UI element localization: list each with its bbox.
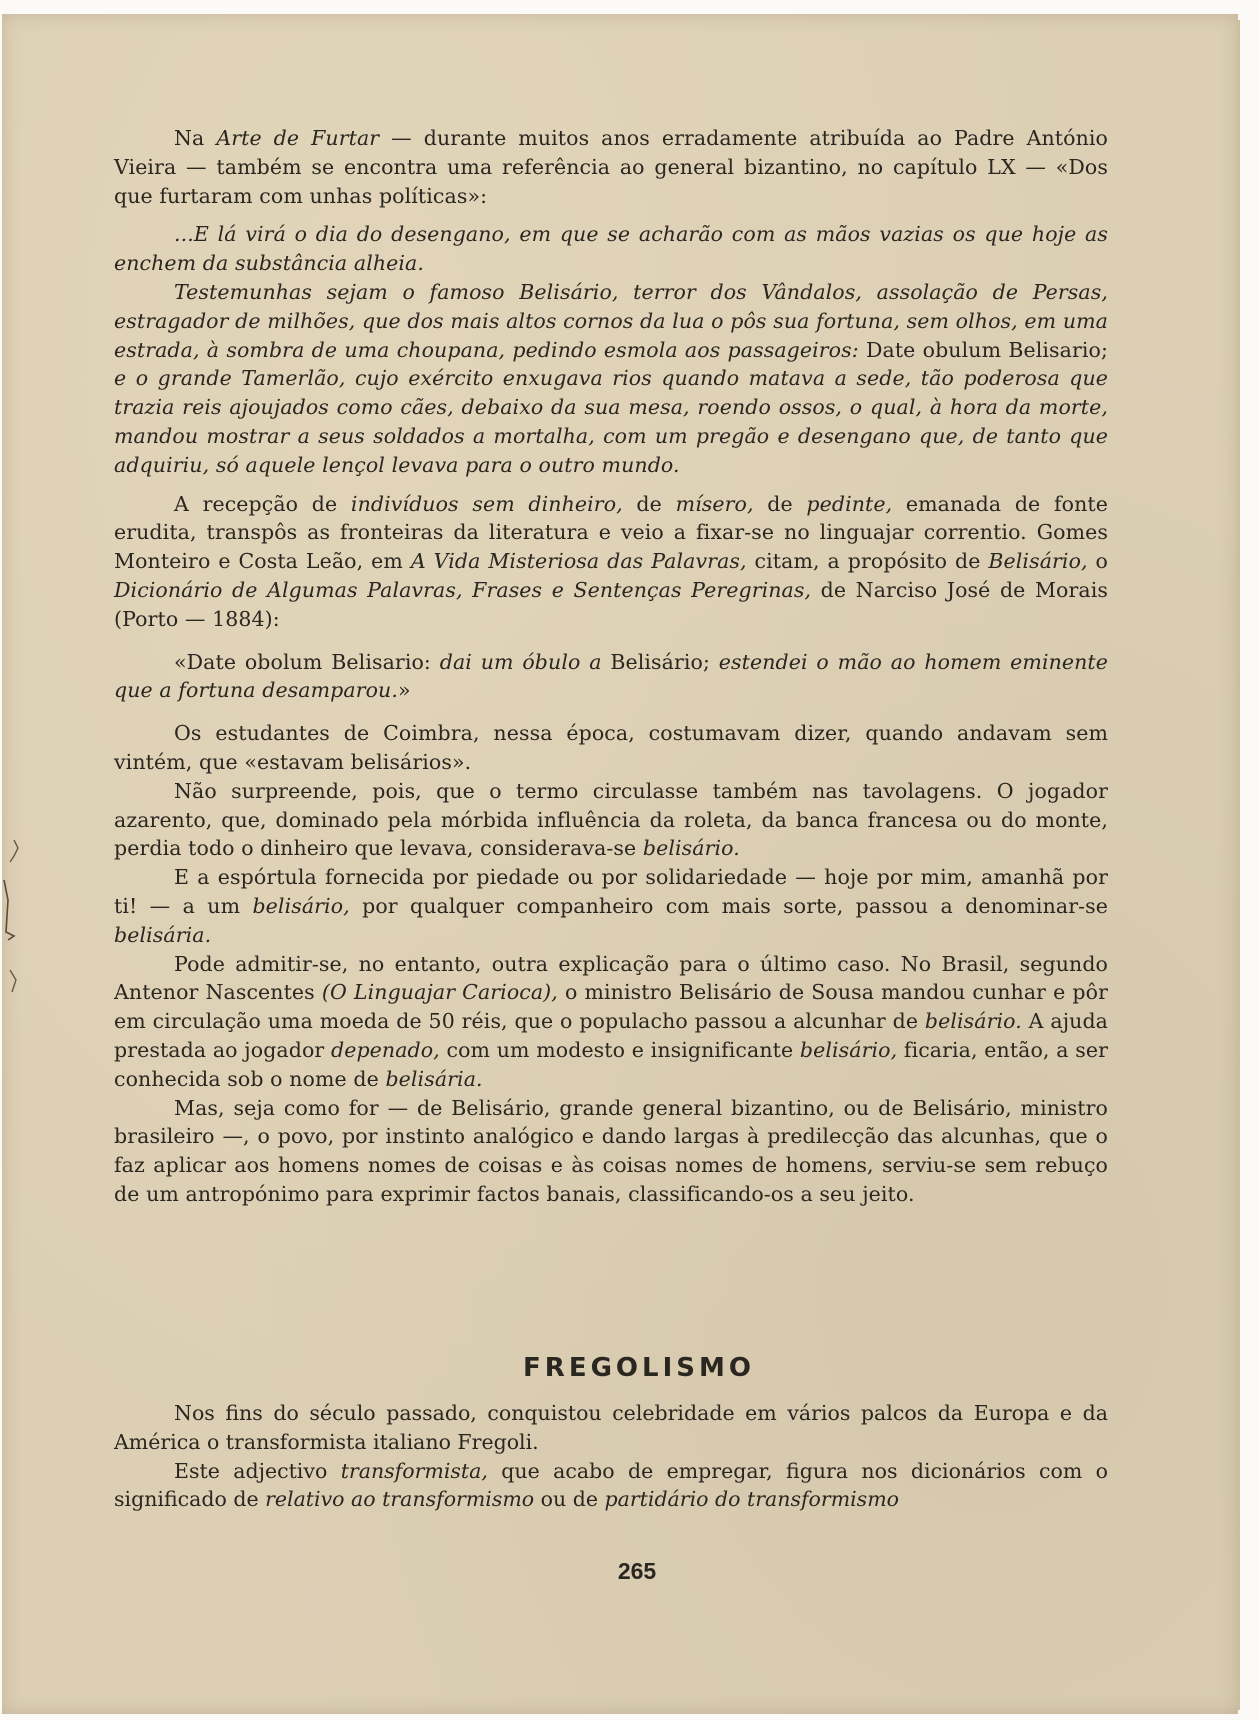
italic-text: dai um óbulo a <box>439 649 602 674</box>
italic-text: pedinte, <box>806 491 893 516</box>
paragraph <box>114 1457 1108 1515</box>
text-run: de Narciso José de Morais (Porto — 1884): <box>114 577 1108 631</box>
text-run: E a espórtula fornecida por piedade ou por solidariedade — hoje por mim, amanhã por ti! — a um <box>114 865 1108 918</box>
text-run: «Date obolum Belisario: <box>174 649 440 674</box>
page-edge <box>1238 20 1240 1710</box>
italic-text: belisário. <box>924 1009 1022 1034</box>
text-run: de <box>622 491 676 516</box>
text-run: o <box>1087 549 1109 574</box>
italic-text: belisária. <box>385 1066 483 1091</box>
text-run: Nos fins do século passado, conquistou celebridade em vários palcos da Europa e da América o transformista italiano Fregoli. <box>114 1401 1108 1454</box>
text-run: A ajuda prestada ao jogador <box>114 1009 1108 1062</box>
quote-paragraph <box>114 220 1108 278</box>
text-run: Os estudantes de Coimbra, nessa época, costumavam dizer, quando andavam sem vintém, que «estavam belisários». <box>114 721 1108 774</box>
italic-text: belisário. <box>642 836 740 861</box>
paragraph <box>114 719 1108 777</box>
text-run: emanada de fonte erudita, transpôs as fronteiras da literatura e veio a fixar-se no linguajar correntio. Gomes Monteiro e Costa Leão, em <box>114 491 1108 574</box>
italic-text: Belisário, <box>988 549 1088 574</box>
italic-text: indivíduos sem dinheiro, <box>350 491 623 516</box>
binding-marks <box>0 840 30 1040</box>
text-run: Pode admitir-se, no entanto, outra explicação para o último caso. No Brasil, segundo Antenor Nascentes <box>114 951 1108 1005</box>
italic-text: Testemunhas sejam o famoso Belisário, terror dos Vândalos, assolação de Persas, estragador de milhões, que dos mais altos cornos da lua o pôs sua fortuna, sem olhos, em uma estrada, à sombra de uma choupana, pedindo esmola aos passageiros: <box>114 279 1108 362</box>
italic-text: transformista, <box>340 1458 488 1483</box>
text-run: ou de <box>534 1487 605 1512</box>
text-run: o ministro Belisário de Sousa mandou cunhar e pôr em circulação uma moeda de 50 réis, que o populacho passou a alcunhar de <box>114 980 1108 1034</box>
text-run: citam, a propósito de <box>746 549 989 574</box>
quote-paragraph <box>114 278 1108 480</box>
italic-text: relativo ao transformismo <box>265 1487 535 1512</box>
text-run: Mas, seja como for — de Belisário, grande general bizantino, ou de Belisário, ministro brasileiro —, o povo, por instinto analógico e dando largas à predilecção das alcunhas, que o faz aplicar aos homens nomes de coisas e às coisas nomes de homens, serviu-se sem rebuço de um antropónimo para exprimir factos banais, classificando-os a seu jeito. <box>114 1095 1108 1206</box>
italic-text: belisário, <box>252 893 350 918</box>
text-run: por qualquer companheiro com mais sorte, passou a denominar-se <box>349 893 1108 918</box>
text-run: Date obulum Belisario; <box>858 337 1108 362</box>
text-run: Não surpreende, pois, que o termo circulasse também nas tavolagens. O jogador azarento, que, dominado pela mórbida influência da roleta, da banca francesa ou do monte, perdia todo o dinheiro que levava, considerava-se <box>114 778 1108 861</box>
text-run: Este adjectivo <box>174 1458 341 1483</box>
text-run: com um modesto e insignificante <box>439 1037 800 1062</box>
italic-text: belisária. <box>114 922 212 947</box>
quote-paragraph <box>114 648 1108 706</box>
italic-text: partidário do transformismo <box>604 1487 899 1512</box>
text-run: Belisário; <box>601 649 719 674</box>
italic-text: e o grande Tamerlão, cujo exército enxugava rios quando matava a sede, tão poderosa que trazia reis ajoujados como cães, debaixo da sua mesa, roendo ossos, o qual, à hora da morte, mandou mostrar a seus soldados a mortalha, com um pregão e desengano que, de tanto que adquiriu, só aquele lençol levava para o outro mundo. <box>114 366 1108 477</box>
paragraph <box>114 124 1108 210</box>
paragraph <box>114 863 1108 949</box>
text-run: Na <box>174 126 217 150</box>
italic-text: mísero, <box>675 491 754 516</box>
text-run: A recepção de <box>174 491 351 516</box>
italic-text: belisário, <box>799 1037 898 1062</box>
text-run: » <box>397 678 411 703</box>
italic-text: Arte de Furtar <box>216 126 380 150</box>
italic-text: A Vida Misteriosa das Palavras, <box>410 549 747 574</box>
main-text <box>114 124 1108 1209</box>
paragraph <box>114 1399 1108 1457</box>
text-run: — durante muitos anos erradamente atribuída ao Padre António Vieira — também se encontra uma referência ao general bizantino, no capítulo LX — «Dos que furtaram com unhas políticas»: <box>114 126 1108 208</box>
page-number: 265 <box>617 1558 657 1584</box>
paragraph <box>114 490 1108 634</box>
paragraph <box>114 950 1108 1094</box>
italic-text: (O Linguajar Carioca), <box>321 980 558 1005</box>
section-heading: FREGOLISMO <box>523 1353 755 1383</box>
italic-text: Dicionário de Algumas Palavras, Frases e Sentenças Peregrinas, <box>114 577 812 602</box>
text-run: de <box>753 491 807 516</box>
paragraph <box>114 777 1108 863</box>
paragraph <box>114 1094 1108 1209</box>
section-text <box>114 1399 1108 1514</box>
italic-text: estendei o mão ao homem eminente que a fortuna desamparou. <box>114 649 1109 703</box>
italic-text: depenado, <box>330 1037 440 1062</box>
italic-text: ...E lá virá o dia do desengano, em que se acharão com as mãos vazias os que hoje as enchem da substância alheia. <box>114 222 1108 276</box>
text-run: ficaria, então, a ser conhecida sob o nome de <box>114 1037 1108 1091</box>
text-run: que acabo de empregar, figura nos dicionários com o significado de <box>114 1458 1108 1512</box>
